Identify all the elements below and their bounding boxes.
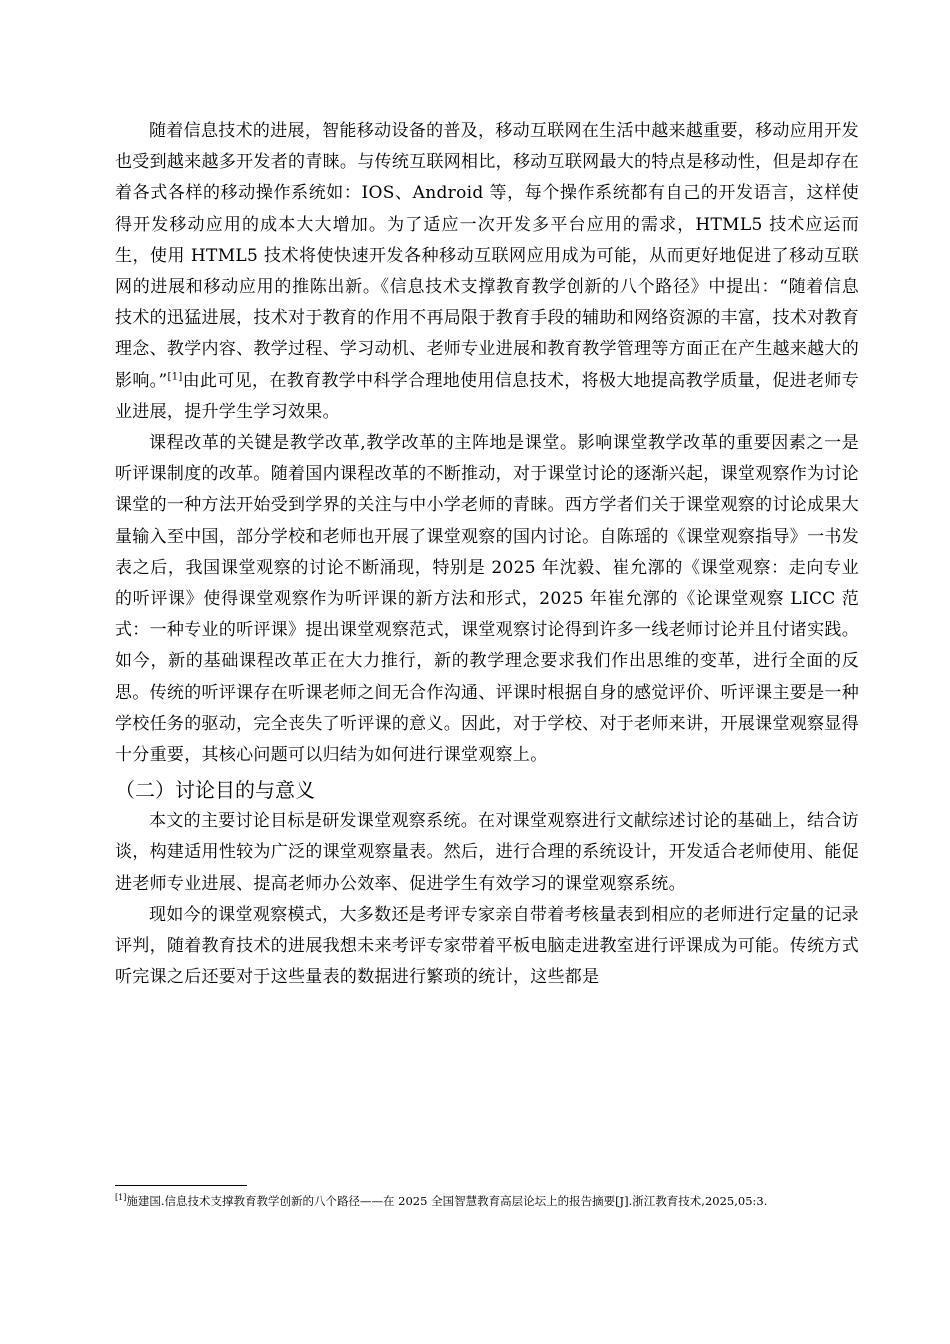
paragraph-4: 现如今的课堂观察模式，大多数还是考评专家亲自带着考核量表到相应的老师进行定量的记录评判，随着教育技术的进展我想未来考评专家带着平板电脑走进教室进行评课成为可能。传统方式听完课之后还要对于这些量表的数据进行繁琐的统计，这些都是 bbox=[115, 904, 859, 988]
paragraph-1 bbox=[115, 116, 859, 428]
citation-ref-1: [1] bbox=[167, 370, 183, 382]
paragraph-2: 课程改革的关键是教学改革,教学改革的主阵地是课堂。影响课堂教学改革的重要因素之一是听评课制度的改革。随着国内课程改革的不断推动，对于课堂讨论的逐渐兴起，课堂观察作为讨论课堂的一种方法开始受到学界的关注与中小学老师的青睐。西方学者们关于课堂观察的讨论成果大量输入至中国，部分学校和老师也开展了课堂观察的国内讨论。自陈瑶的《课堂观察指导》一书发表之后，我国课堂观察的讨论不断涌现，特别是 2025 年沈毅、崔允漷的《课堂观察：走向专业的听评课》使得课堂观察作为听评课的新方法和形式，2025 年崔允漷的《论课堂观察 LICC 范式：一种专业的听评课》提出课堂观察范式，课堂观察讨论得到许多一线老师讨论并且付诸实践。如今，新的基础课程改革正在大力推行，新的教学理念要求我们作出思维的变革，进行全面的反思。传统的听评课存在听课老师之间无合作沟通、评课时根据自身的感觉评价、听评课主要是一种学校任务的驱动，完全丧失了听评课的意义。因此，对于学校、对于老师来讲，开展课堂观察显得十分重要，其核心问题可以归结为如何进行课堂观察上。 bbox=[115, 433, 859, 766]
footnote-ref: [1] bbox=[115, 1193, 127, 1203]
document-body bbox=[115, 116, 859, 993]
footnote-divider bbox=[115, 1185, 247, 1186]
paragraph-1-text: 随着信息技术的进展，智能移动设备的普及，移动互联网在生活中越来越重要，移动应用开发也受到越来越多开发者的青睐。与传统互联网相比，移动互联网最大的特点是移动性，但是却存在着各式各样的移动操作系统如：IOS、Android 等，每个操作系统都有自己的开发语言，这样使得开发移动应用的成本大大增加。为了适应一次开发多平台应用的需求，HTML5 技术应运而生，使用 HTML5 技术将使快速开发各种移动互联网应用成为可能，从而更好地促进了移动互联网的进展和移动应用的推陈出新。《信息技术支撑教育教学创新的八个路径》中提出：“随着信息技术的迅猛进展，技术对于教育的作用不再局限于教育手段的辅助和网络资源的丰富，技术对教育理念、教学内容、教学过程、学习动机、老师专业进展和教育教学管理等方面正在产生越来越大的影响。” bbox=[115, 121, 859, 391]
footnote bbox=[115, 1193, 859, 1210]
section-heading: （二）讨论目的与意义 bbox=[115, 778, 315, 803]
paragraph-3: 本文的主要讨论目标是研发课堂观察系统。在对课堂观察进行文献综述讨论的基础上，结合访谈，构建适用性较为广泛的课堂观察量表。然后，进行合理的系统设计，开发适合老师使用、能促进老师专业进展、提高老师办公效率、促进学生有效学习的课堂观察系统。 bbox=[115, 811, 859, 894]
footnote-text: 施建国.信息技术支撑教育教学创新的八个路径——在 2025 全国智慧教育高层论坛上的报告摘要[J].浙江教育技术,2025,05:3. bbox=[126, 1194, 768, 1208]
paragraph-1-text-continued: 由此可见，在教育教学中科学合理地使用信息技术，将极大地提高教学质量，促进老师专业进展，提升学生学习效果。 bbox=[115, 370, 859, 422]
